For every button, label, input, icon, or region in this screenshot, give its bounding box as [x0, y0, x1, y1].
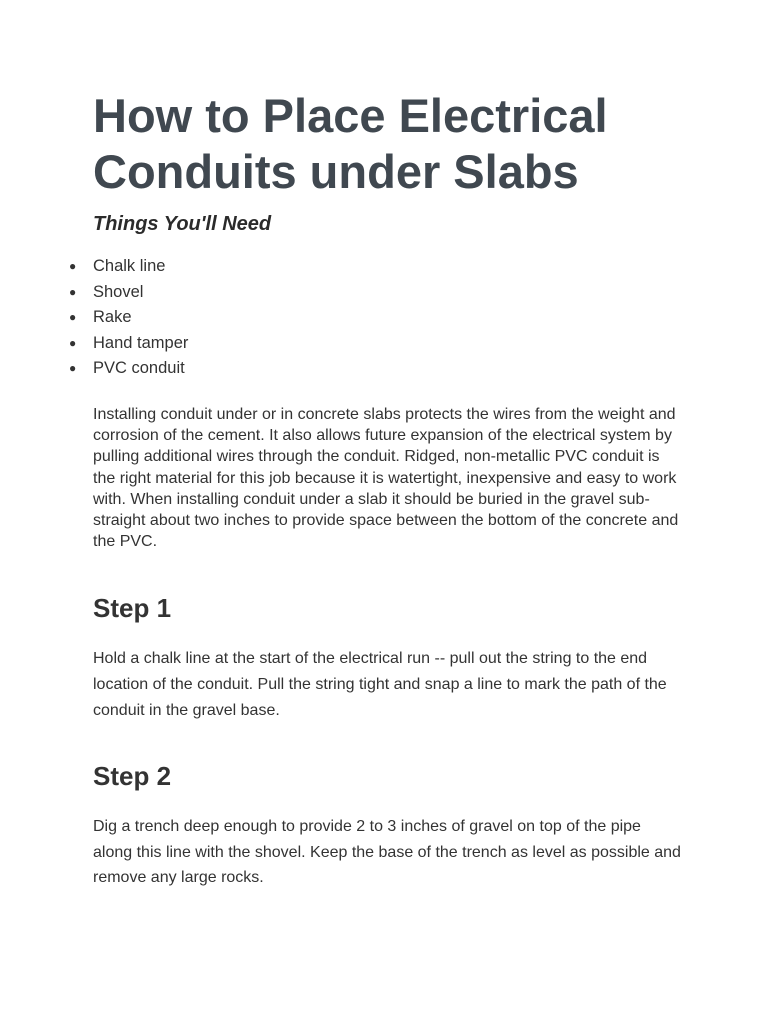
list-item: [69, 280, 683, 306]
step-2-text: Dig a trench deep enough to provide 2 to 3 inches of gravel on top of the pipe along this line with the shovel. Keep the base of the trench as level as possible and remove any large rocks.: [93, 817, 681, 887]
things-needed-heading: Things You'll Need: [93, 213, 272, 235]
step-1-text: Hold a chalk line at the start of the electrical run -- pull out the string to the end location of the conduit. Pull the string tight and snap a line to mark the path of the conduit in the gravel base.: [93, 650, 667, 719]
list-item: [69, 356, 683, 382]
step-1-heading: Step 1: [93, 593, 172, 624]
list-item-label: Shovel: [93, 282, 144, 301]
bullet-icon: ●: [69, 335, 77, 350]
things-needed-list: [69, 254, 683, 382]
list-item: [69, 305, 683, 331]
bullet-icon: ●: [69, 259, 77, 273]
list-item-label: PVC conduit: [93, 359, 185, 378]
article: [69, 88, 683, 891]
list-item-label: Rake: [93, 308, 132, 327]
bullet-icon: ●: [69, 284, 77, 299]
bullet-icon: ●: [69, 361, 77, 376]
step-2-heading: Step 2: [93, 760, 172, 791]
intro-paragraph: Installing conduit under or in concrete slabs protects the wires from the weight and corrosion of the cement. It also allows future expansion of the electrical system by pulling additional wires through the conduit. Ridged, non-metallic PVC conduit is the right material for this job because it is watertight, inexpensive and easy to work with. When installing conduit under a slab it should be buried in the gravel sub-straight about two inches to provide space between the bottom of the concrete and the PVC.: [93, 405, 679, 551]
list-item-label: Hand tamper: [93, 333, 189, 352]
list-item: [69, 331, 683, 357]
list-item: [69, 254, 683, 280]
bullet-icon: ●: [69, 310, 77, 325]
article-title: How to Place Electrical Conduits under Slabs: [93, 89, 608, 198]
list-item-label: Chalk line: [93, 257, 166, 275]
